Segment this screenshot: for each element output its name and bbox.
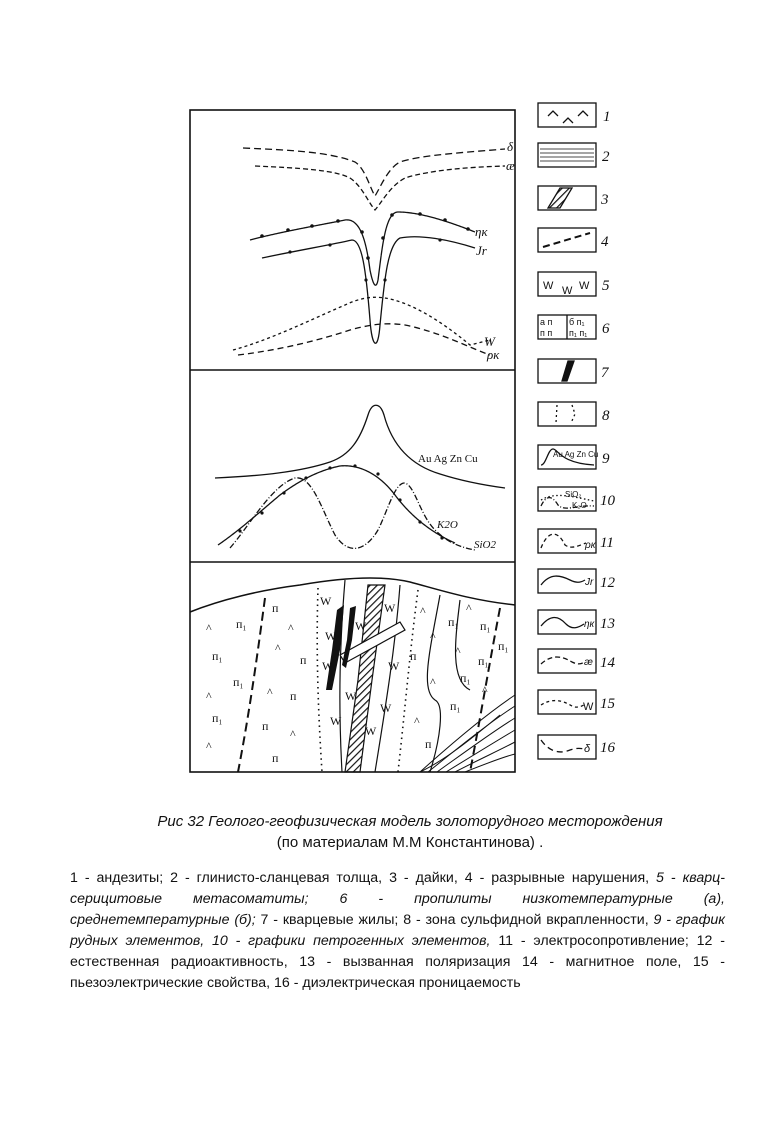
svg-text:13: 13: [600, 616, 615, 632]
clay-shale-strata: [420, 695, 515, 772]
legend-item: 11 - электросопротивление;: [498, 933, 697, 949]
svg-text:п₁ п₁: п₁ п₁: [569, 328, 588, 338]
svg-text:5: 5: [602, 278, 610, 294]
svg-text:п₁: п₁: [450, 699, 461, 713]
svg-text:15: 15: [600, 696, 615, 712]
svg-text:Au Ag Zn Cu: Au Ag Zn Cu: [553, 450, 599, 459]
curve-ae: [255, 166, 505, 210]
figure-caption-source: (по материалам М.М Константинова) .: [276, 834, 544, 851]
svg-text:^: ^: [455, 644, 461, 658]
svg-text:W: W: [384, 601, 396, 615]
svg-text:W: W: [562, 285, 573, 297]
svg-text:^: ^: [466, 601, 472, 615]
svg-text:а п: а п: [540, 317, 553, 327]
svg-text:W: W: [380, 701, 392, 715]
legend-item: 3 - дайки,: [389, 870, 465, 886]
svg-text:^: ^: [267, 685, 273, 699]
svg-text:^: ^: [430, 629, 436, 643]
svg-text:^: ^: [290, 727, 296, 741]
label-k2o: K2O: [437, 519, 458, 531]
svg-text:W: W: [325, 629, 337, 643]
legend-item: 7 - кварцевые жилы;: [260, 912, 404, 928]
top-panel-labels: [475, 139, 515, 362]
svg-text:K₂O: K₂O: [572, 501, 587, 510]
svg-text:ηк: ηк: [584, 619, 595, 630]
svg-text:^: ^: [430, 675, 436, 689]
legend-numbers: [600, 109, 616, 756]
svg-text:п п: п п: [540, 328, 553, 338]
legend-explanation: [70, 868, 725, 994]
svg-text:п: п: [425, 737, 432, 751]
svg-text:п: п: [272, 601, 279, 615]
svg-text:W: W: [355, 619, 367, 633]
curve-ore-elements: [215, 405, 505, 488]
svg-text:ρк: ρк: [585, 540, 596, 551]
svg-text:W: W: [388, 659, 400, 673]
svg-text:6: 6: [602, 321, 610, 337]
svg-text:п₁: п₁: [236, 617, 247, 631]
legend-item: 13 - вызванная поляризация: [299, 954, 522, 970]
svg-text:δ: δ: [584, 743, 591, 755]
legend-boxes: [538, 103, 616, 759]
svg-text:W: W: [579, 280, 590, 292]
svg-text:æ: æ: [584, 657, 593, 668]
label-w: W: [484, 334, 495, 349]
svg-text:^: ^: [482, 683, 488, 697]
label-delta: δ: [507, 139, 514, 154]
svg-text:^: ^: [206, 689, 212, 703]
svg-text:7: 7: [601, 365, 609, 381]
svg-text:9: 9: [602, 451, 610, 467]
svg-text:п: п: [262, 719, 269, 733]
legend-item: 15 - пьезоэлектрические свойства,: [70, 954, 725, 991]
svg-text:п₁: п₁: [460, 671, 471, 685]
svg-text:W: W: [365, 724, 377, 738]
legend-item: 5 - кварц-серицитовые метасоматиты;: [70, 870, 725, 907]
legend-item: 8 - зона сульфидной вкрапленности,: [403, 912, 654, 928]
curve-k2o-dots: [238, 464, 443, 539]
curve-rho-k: [238, 324, 490, 355]
svg-text:SiO₂: SiO₂: [565, 490, 582, 499]
svg-text:2: 2: [602, 149, 610, 165]
svg-text:W: W: [543, 280, 554, 292]
legend-item: 6 - пропилиты низкотемпературные (а), среднетемпературные (б);: [70, 891, 725, 928]
legend-item: 16 - диэлектрическая проницаемость: [274, 975, 521, 991]
svg-text:11: 11: [600, 535, 614, 551]
svg-text:п: п: [290, 689, 297, 703]
curve-w: [233, 297, 490, 350]
label-ore-elements: Au Ag Zn Cu: [418, 453, 478, 465]
svg-text:б п₁: б п₁: [569, 317, 585, 327]
panel-top-geophysics: [233, 139, 515, 362]
curve-eta-k: [250, 212, 475, 285]
svg-text:п₁: п₁: [212, 649, 223, 663]
svg-text:10: 10: [600, 493, 615, 509]
svg-text:п₁: п₁: [498, 639, 509, 653]
svg-text:14: 14: [600, 655, 615, 671]
legend-item: 4 - разрывные нарушения,: [464, 870, 657, 886]
label-eta-k: ηк: [475, 224, 488, 239]
svg-text:^: ^: [206, 621, 212, 635]
svg-text:8: 8: [602, 408, 610, 424]
svg-text:W: W: [320, 594, 332, 608]
legend-box-texts: [540, 280, 598, 755]
svg-text:W: W: [322, 659, 334, 673]
legend-item: 2 - глинисто-сланцевая толща,: [170, 870, 390, 886]
svg-text:п₁: п₁: [233, 675, 244, 689]
svg-text:W: W: [330, 714, 342, 728]
svg-text:^: ^: [414, 714, 420, 728]
svg-text:W: W: [345, 689, 357, 703]
svg-text:^: ^: [288, 621, 294, 635]
svg-text:W: W: [583, 701, 594, 713]
panel-middle-geochemistry: [215, 405, 505, 551]
label-jr: Jr: [476, 243, 487, 258]
svg-text:п: п: [272, 751, 279, 765]
svg-text:1: 1: [603, 109, 611, 125]
figure-caption-title: Рис 32 Геолого-геофизическая модель золоторудного месторождения: [157, 813, 663, 830]
legend-item: 10 - графики петрогенных элементов,: [212, 933, 499, 949]
curve-sio2: [230, 478, 475, 550]
svg-text:п₁: п₁: [212, 711, 223, 725]
svg-text:^: ^: [275, 641, 281, 655]
svg-text:16: 16: [600, 740, 615, 756]
legend-item: 9 - график рудных элементов,: [70, 912, 726, 949]
curve-jr: [262, 237, 475, 344]
svg-text:Jr: Jr: [585, 577, 594, 588]
legend-item: 14 - магнитное поле,: [522, 954, 693, 970]
label-sio2: SiO2: [474, 539, 496, 551]
svg-text:^: ^: [206, 739, 212, 753]
label-ae: æ: [506, 158, 515, 173]
legend-item: 1 - андезиты;: [70, 870, 171, 886]
svg-text:3: 3: [601, 192, 609, 208]
svg-text:п: п: [410, 649, 417, 663]
middle-panel-labels: [418, 453, 497, 551]
curve-delta: [243, 148, 505, 196]
legend-item: 12 - естественная радиоактивность,: [70, 933, 725, 970]
svg-text:п₁: п₁: [448, 615, 459, 629]
svg-text:^: ^: [420, 604, 426, 618]
svg-text:12: 12: [600, 575, 615, 591]
svg-text:п₁: п₁: [478, 654, 489, 668]
panel-bottom-geology: [190, 578, 515, 772]
svg-text:4: 4: [601, 234, 609, 250]
svg-text:п: п: [300, 653, 307, 667]
svg-text:п₁: п₁: [480, 619, 491, 633]
label-rho-k: ρк: [487, 347, 500, 362]
